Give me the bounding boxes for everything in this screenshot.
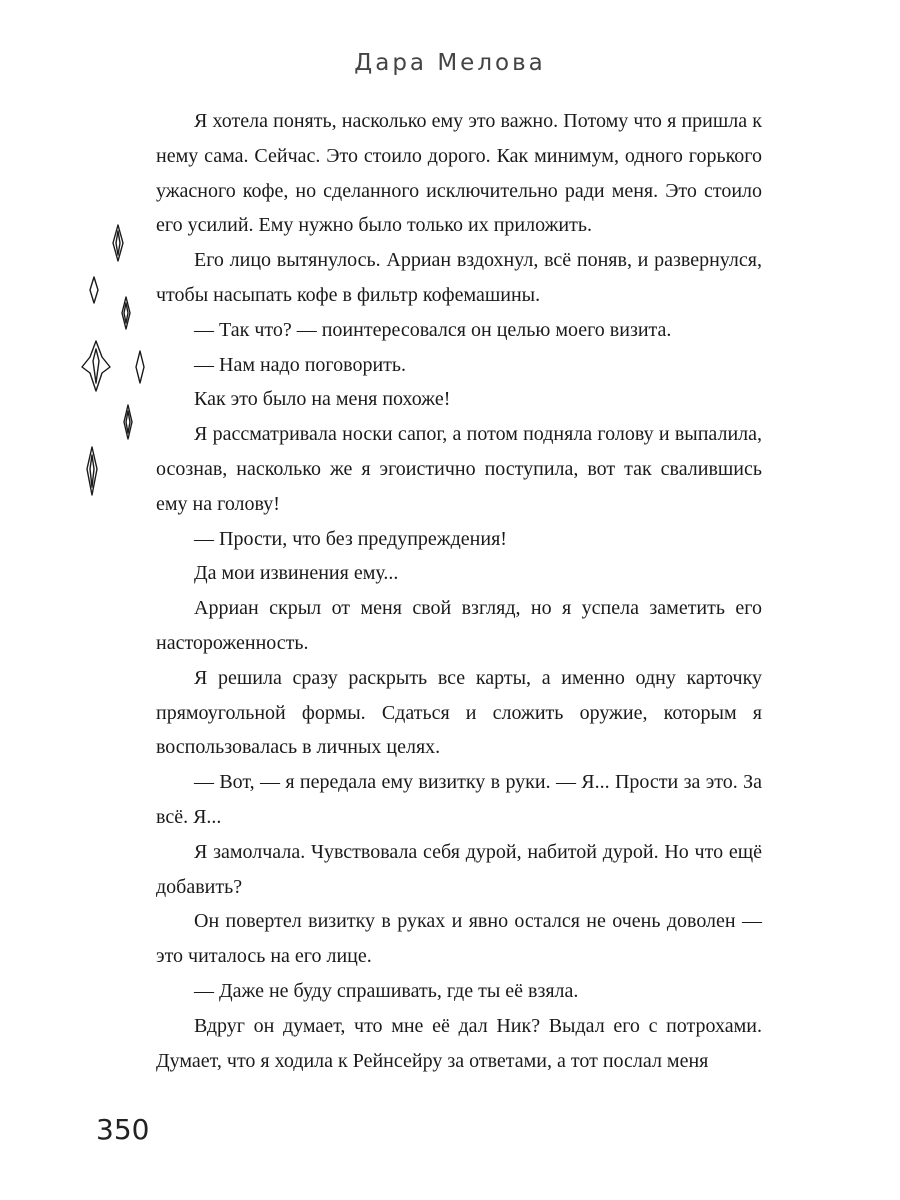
paragraph: — Даже не буду спрашивать, где ты её взяла.	[194, 979, 579, 1002]
paragraph: Я рассматривала носки сапог, а потом подняла голову и выпалила, осознав, насколько же я эгоистично поступила, вот так свалившись ему на голову!	[156, 423, 762, 515]
sparkle-icon	[126, 411, 130, 433]
sparkle-icon	[124, 303, 128, 323]
paragraph: — Так что? — поинтересовался он целью моего визита.	[194, 318, 672, 341]
paragraph: Он повертел визитку в руках и явно остался не очень доволен — это читалось на его лице.	[156, 910, 762, 968]
sparkle-icon	[93, 349, 99, 383]
paragraph: Как это было на меня похоже!	[194, 388, 451, 411]
paragraph: Арриан скрыл от меня свой взгляд, но я успела заметить его настороженность.	[156, 597, 762, 654]
paragraph: Его лицо вытянулось. Арриан вздохнул, всё поняв, и развернулся, чтобы насыпать кофе в фильтр кофемашины.	[156, 249, 762, 306]
paragraph: Я решила сразу раскрыть все карты, а именно одну карточку прямоугольной формы. Сдаться и сложить оружие, которым я воспользовалась в личных целях.	[156, 666, 762, 759]
sparkle-icon	[116, 231, 120, 255]
sparkle-icon	[87, 447, 97, 495]
body-text	[156, 104, 762, 1078]
paragraph: — Прости, что без предупреждения!	[194, 527, 507, 550]
sparkle-icon	[124, 405, 132, 439]
paragraph: Я хотела понять, насколько ему это важно. Потому что я пришла к нему сама. Сейчас. Это стоило дорого. Как минимум, одного горького ужасного кофе, но сделанного исключительно ради меня. Это стоило его усилий. Ему нужно было только их приложить.	[156, 110, 762, 237]
sparkle-cluster-icon	[70, 215, 160, 505]
paragraph: — Нам надо поговорить.	[194, 353, 407, 376]
paragraph: Да мои извинения ему...	[194, 562, 399, 585]
paragraph: Я замолчала. Чувствовала себя дурой, набитой дурой. Но что ещё добавить?	[156, 840, 762, 898]
paragraph: Вдруг он думает, что мне её дал Ник? Выдал его с потрохами. Думает, что я ходила к Рейнсейру за ответами, а тот послал меня	[156, 1014, 762, 1072]
sparkle-icon	[136, 351, 144, 383]
running-header: Дара Мелова	[354, 50, 546, 76]
sparkle-icon	[90, 455, 94, 487]
sparkle-icon	[122, 297, 130, 329]
paragraph: — Вот, — я передала ему визитку в руки. — Я... Прости за это. За всё. Я...	[156, 771, 762, 828]
sparkle-icon	[90, 277, 98, 303]
page-number: 350	[96, 1113, 150, 1146]
